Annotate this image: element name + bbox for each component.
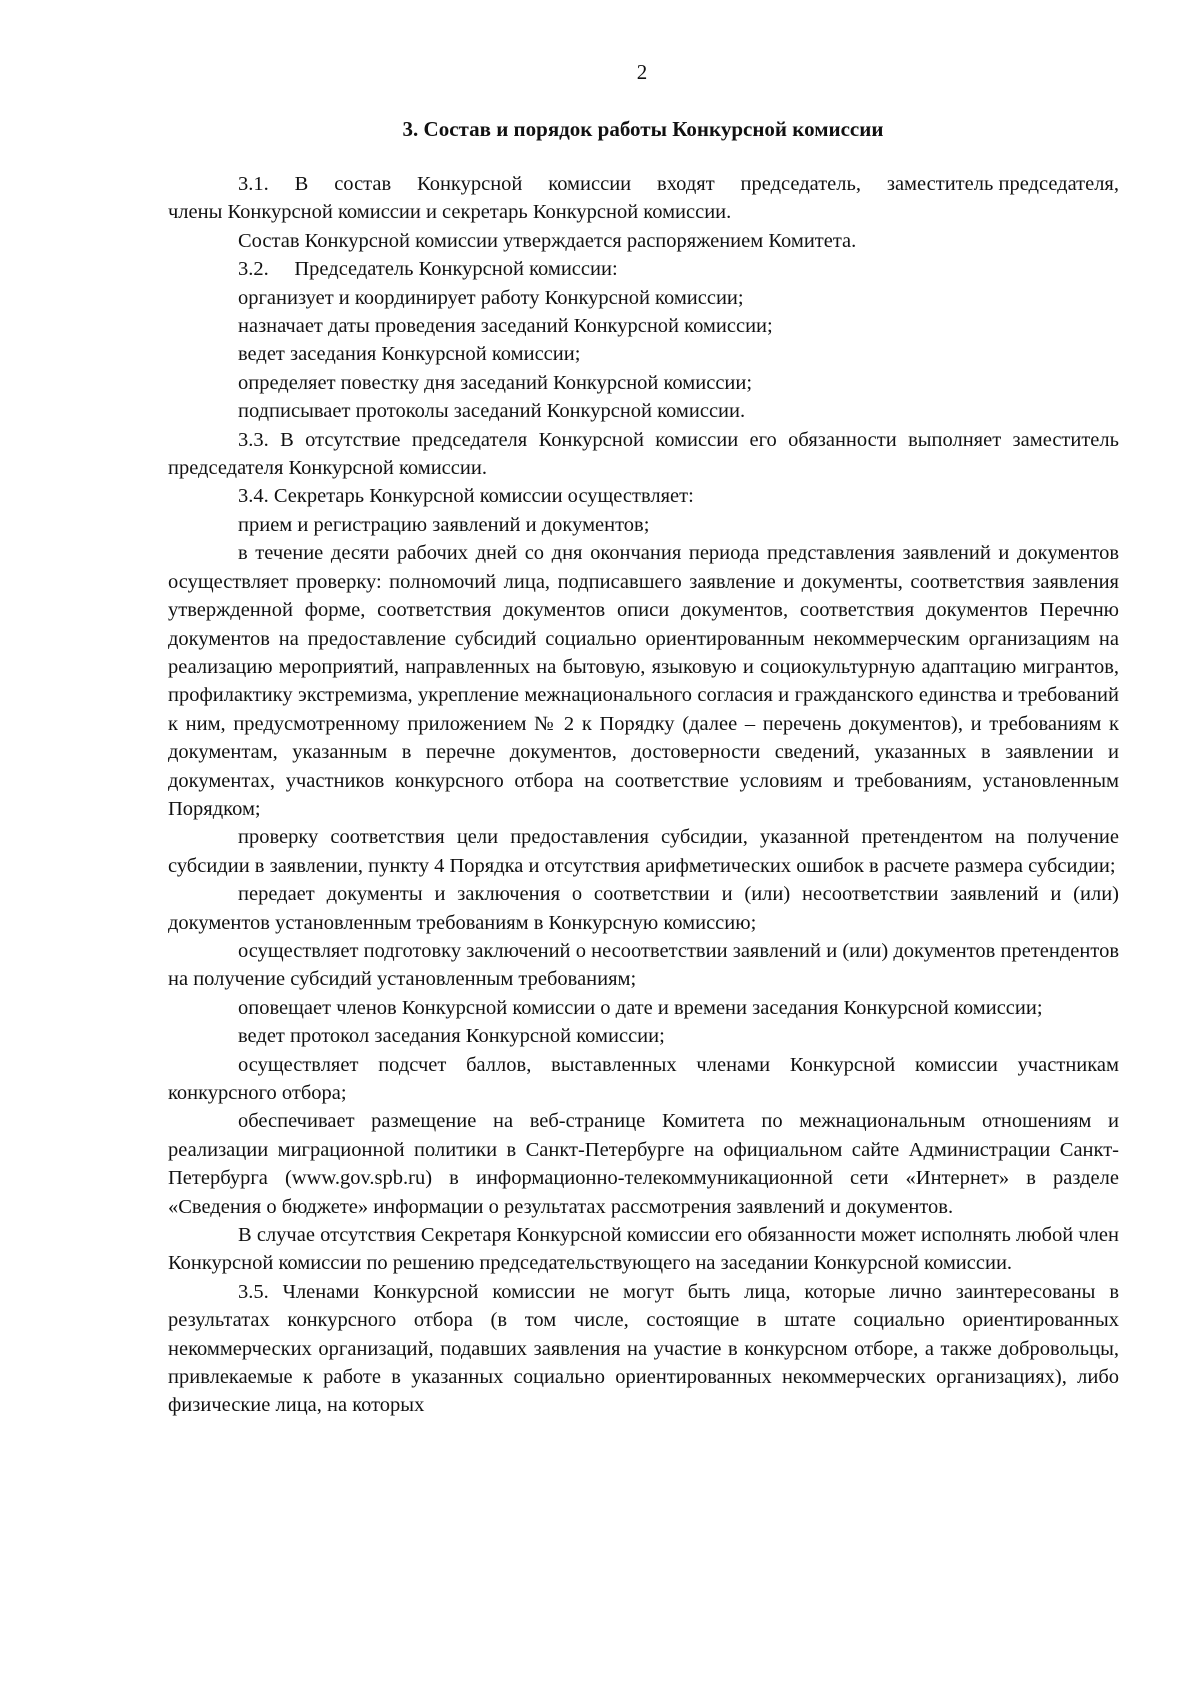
paragraph-3-2: 3.2. Председатель Конкурсной комиссии: — [238, 258, 618, 281]
paragraph-3-5: 3.5. Членами Конкурсной комиссии не могут быть лица, которые лично заинтересованы в результатах конкурсного отбора (в том числе, состоящие в штате социально ориентированных некоммерческих организаций, подавших заявления на участие в конкурсном отборе, а также добровольцы, привлекаемые к работе в указанных социально ориентированных некоммерческих организациях), либо физические лица, на которых — [168, 1280, 1119, 1417]
list-item: в течение десяти рабочих дней со дня окончания периода представления заявлений и документов осуществляет проверку: полномочий лица, подписавшего заявление и документы, соответствия заявления утвержденной форме, соответствия документов описи документов, соответствия документов Перечню документов на предоставление субсидий социально ориентированным некоммерческим организациям на реализацию мероприятий, направленных на бытовую, языковую и социокультурную адаптацию мигрантов, профилактику экстремизма, укрепление межнационального согласия и гражданского единства и требований к ним, предусмотренному приложением № 2 к Порядку (далее – перечень документов), и требованиям к документам, указанным в перечне документов, достоверности сведений, указанных в заявлении и документах, участников конкурсного отбора на соответствие условиям и требованиям, установленным Порядком; — [168, 542, 1119, 820]
paragraph-3-1: 3.1. В состав Конкурсной комиссии входят председатель, заместитель председателя, члены Конкурсной комиссии и секретарь Конкурсной комиссии. — [168, 173, 1125, 224]
list-item: подписывает протоколы заседаний Конкурсной комиссии. — [238, 400, 746, 423]
list-item: назначает даты проведения заседаний Конкурсной комиссии; — [238, 315, 773, 338]
list-item: оповещает членов Конкурсной комиссии о дате и времени заседания Конкурсной комиссии; — [238, 996, 1043, 1019]
list-item: передает документы и заключения о соответствии и (или) несоответствии заявлений и (или) документов установленным требованиям в Конкурсную комиссию; — [168, 883, 1119, 934]
list-item: осуществляет подсчет баллов, выставленных членами Конкурсной комиссии участникам конкурсного отбора; — [168, 1053, 1119, 1104]
list-item: организует и координирует работу Конкурсной комиссии; — [238, 286, 744, 309]
paragraph-secretary-absence: В случае отсутствия Секретаря Конкурсной комиссии его обязанности может исполнять любой член Конкурсной комиссии по решению председательствующего на заседании Конкурсной комиссии. — [168, 1224, 1119, 1275]
list-item: обеспечивает размещение на веб-странице Комитета по межнациональным отношениям и реализации миграционной политики в Санкт-Петербурге на официальном сайте Администрации Санкт-Петербурга (www.gov.spb.ru) в информационно-телекоммуникационной сети «Интернет» в разделе «Сведения о бюджете» информации о результатах рассмотрения заявлений и документов. — [168, 1110, 1119, 1218]
list-item: ведет протокол заседания Конкурсной комиссии; — [238, 1025, 665, 1048]
section-heading: 3. Состав и порядок работы Конкурсной комиссии — [402, 117, 884, 141]
list-item: ведет заседания Конкурсной комиссии; — [238, 343, 581, 366]
section-body — [168, 170, 1125, 1420]
list-item: осуществляет подготовку заключений о несоответствии заявлений и (или) документов претендентов на получение субсидий установленным требованиям; — [168, 939, 1119, 991]
list-item: определяет повестку дня заседаний Конкурсной комиссии; — [238, 371, 753, 394]
paragraph-3-3: 3.3. В отсутствие председателя Конкурсной комиссии его обязанности выполняет заместитель председателя Конкурсной комиссии. — [168, 428, 1119, 480]
paragraph-3-4: 3.4. Секретарь Конкурсной комиссии осуществляет: — [238, 485, 694, 508]
list-item: прием и регистрацию заявлений и документов; — [238, 513, 650, 536]
page-number: 2 — [636, 60, 648, 84]
paragraph-composition: Состав Конкурсной комиссии утверждается распоряжением Комитета. — [238, 229, 857, 252]
list-item: проверку соответствия цели предоставления субсидии, указанной претендентом на получение субсидии в заявлении, пункту 4 Порядка и отсутствия арифметических ошибок в расчете размера субсидии; — [168, 826, 1119, 877]
